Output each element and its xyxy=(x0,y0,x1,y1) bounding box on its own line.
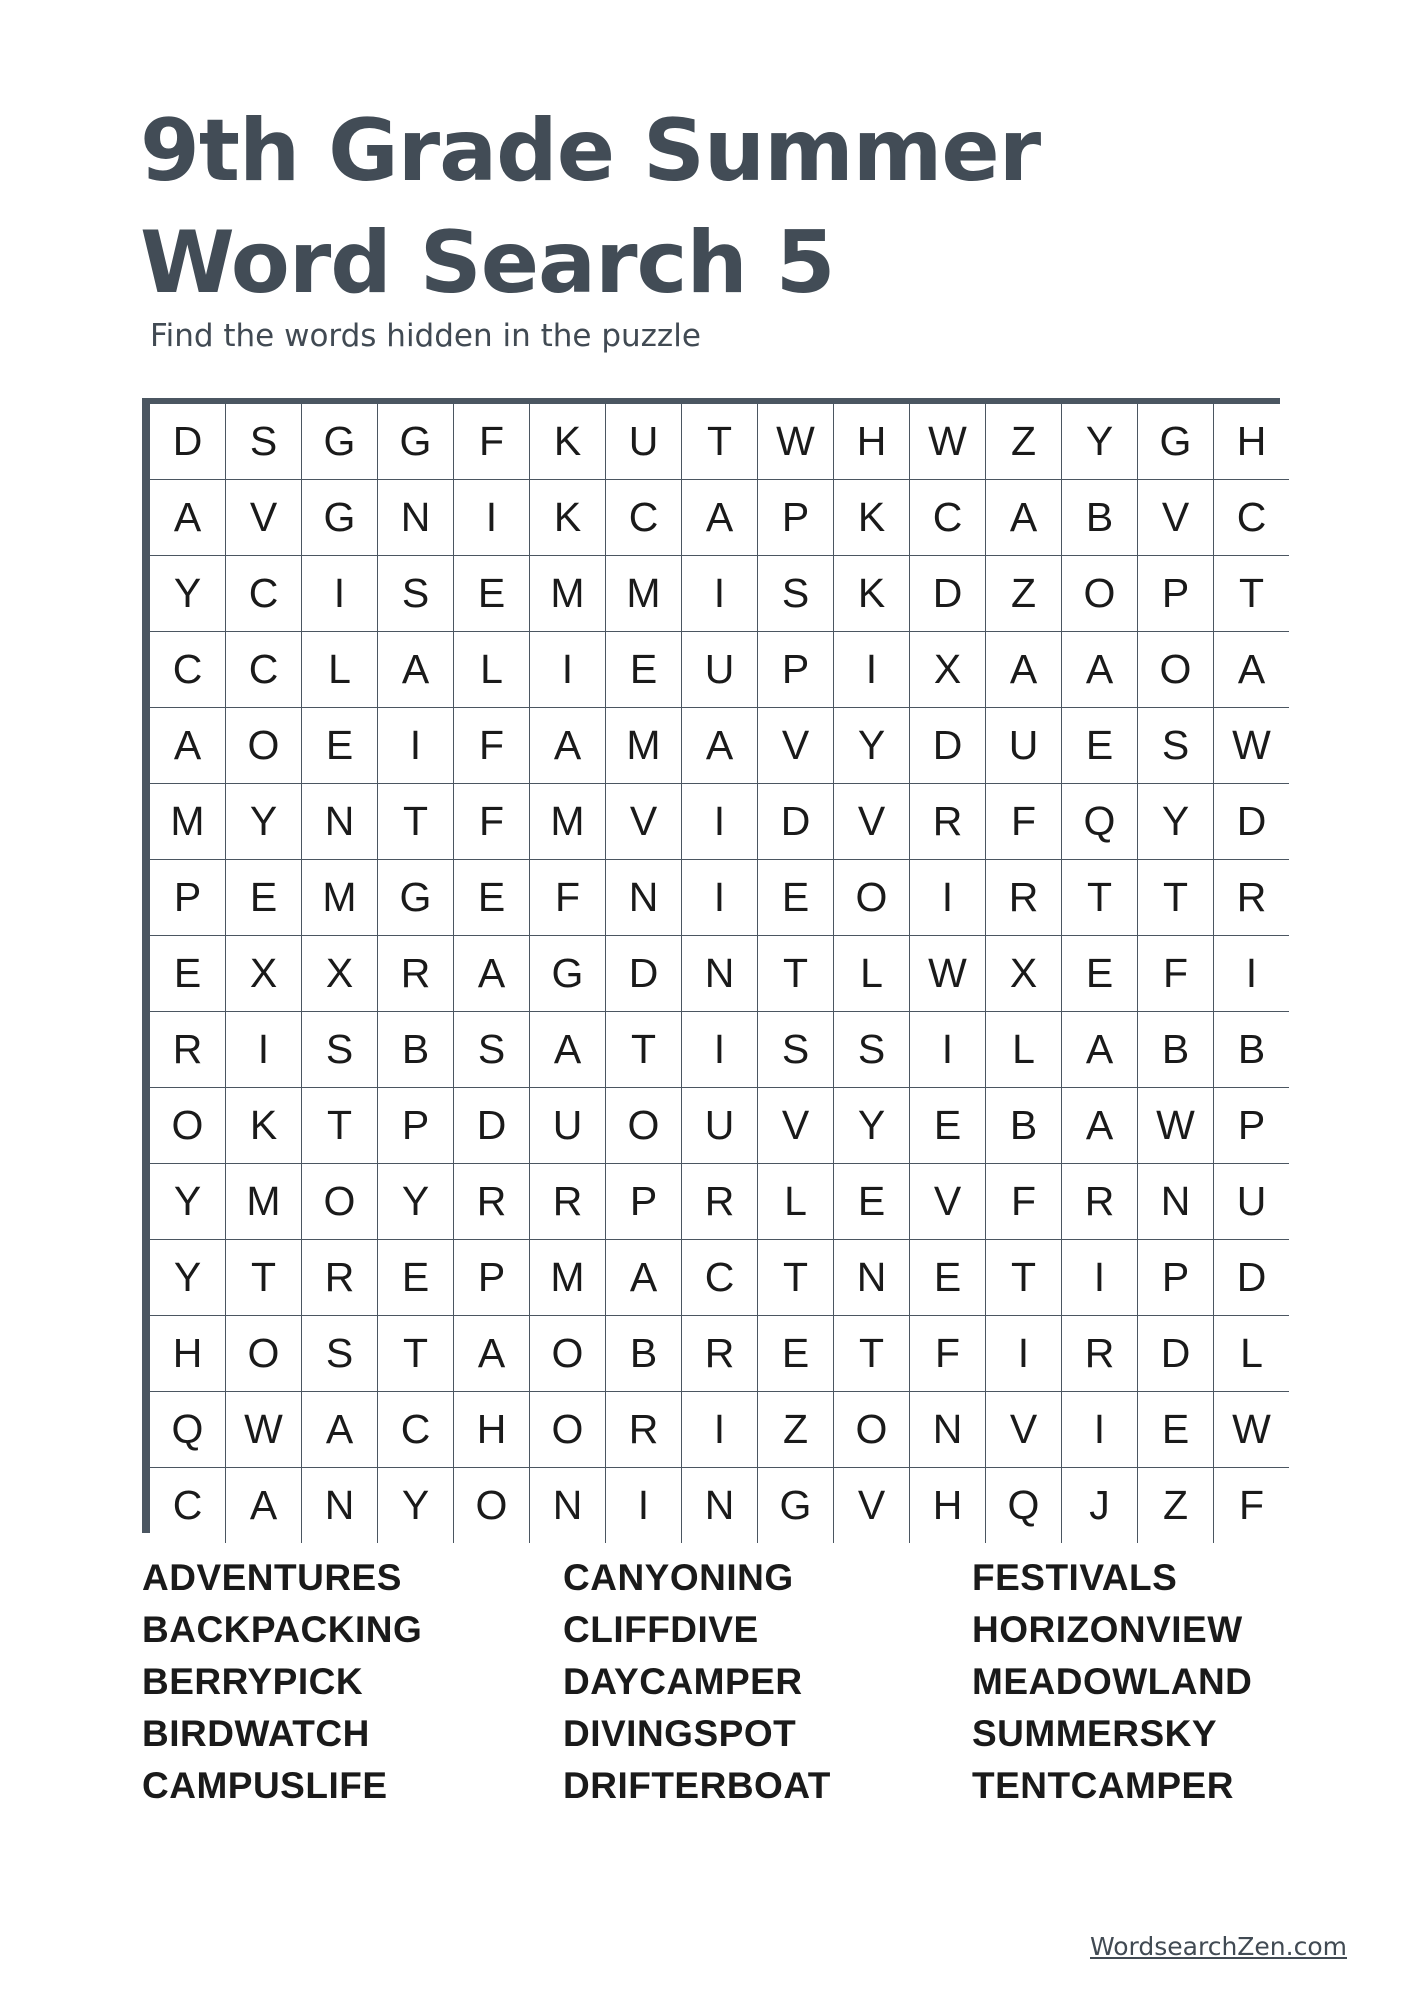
grid-cell: A xyxy=(1062,1088,1137,1163)
grid-cell: Z xyxy=(986,556,1061,631)
grid-cell: F xyxy=(454,404,529,479)
site-link[interactable]: WordsearchZen.com xyxy=(1090,1932,1347,1961)
grid-cell: Z xyxy=(758,1392,833,1467)
grid-cell: F xyxy=(530,860,605,935)
grid-cell: F xyxy=(1138,936,1213,1011)
grid-cell: V xyxy=(758,708,833,783)
grid-cell: E xyxy=(454,556,529,631)
grid-cell: T xyxy=(758,936,833,1011)
grid-cell: O xyxy=(834,860,909,935)
word-list-item: MEADOWLAND xyxy=(972,1661,1253,1702)
grid-cell: X xyxy=(302,936,377,1011)
grid-cell: E xyxy=(1062,708,1137,783)
grid-cell: S xyxy=(302,1012,377,1087)
grid-cell: R xyxy=(1062,1316,1137,1391)
grid-cell: M xyxy=(302,860,377,935)
grid-cell: A xyxy=(302,1392,377,1467)
grid-cell: W xyxy=(1214,1392,1289,1467)
grid-cell: B xyxy=(1062,480,1137,555)
grid-cell: C xyxy=(910,480,985,555)
grid-cell: A xyxy=(150,480,225,555)
grid-cell: M xyxy=(150,784,225,859)
letter-grid xyxy=(150,404,1289,1543)
grid-cell: R xyxy=(910,784,985,859)
grid-cell: O xyxy=(530,1316,605,1391)
grid-cell: B xyxy=(1214,1012,1289,1087)
grid-cell: L xyxy=(758,1164,833,1239)
grid-cell: H xyxy=(910,1468,985,1543)
grid-cell: M xyxy=(606,708,681,783)
grid-cell: R xyxy=(454,1164,529,1239)
grid-cell: U xyxy=(682,632,757,707)
grid-cell: C xyxy=(378,1392,453,1467)
grid-cell: K xyxy=(834,480,909,555)
grid-cell: A xyxy=(150,708,225,783)
grid-cell: Y xyxy=(1138,784,1213,859)
grid-cell: G xyxy=(1138,404,1213,479)
grid-cell: O xyxy=(1138,632,1213,707)
grid-cell: O xyxy=(302,1164,377,1239)
grid-cell: W xyxy=(758,404,833,479)
grid-cell: U xyxy=(606,404,681,479)
grid-cell: M xyxy=(226,1164,301,1239)
word-list-column-3 xyxy=(972,1552,1252,1812)
grid-cell: O xyxy=(454,1468,529,1543)
grid-cell: D xyxy=(758,784,833,859)
grid-cell: P xyxy=(606,1164,681,1239)
word-list-item: BIRDWATCH xyxy=(142,1713,370,1754)
grid-cell: O xyxy=(1062,556,1137,631)
grid-cell: I xyxy=(986,1316,1061,1391)
grid-cell: E xyxy=(454,860,529,935)
grid-cell: U xyxy=(682,1088,757,1163)
grid-cell: R xyxy=(530,1164,605,1239)
grid-cell: A xyxy=(1062,632,1137,707)
grid-cell: A xyxy=(1062,1012,1137,1087)
grid-cell: V xyxy=(834,784,909,859)
grid-cell: C xyxy=(150,1468,225,1543)
grid-cell: S xyxy=(226,404,301,479)
grid-cell: H xyxy=(834,404,909,479)
grid-cell: T xyxy=(226,1240,301,1315)
grid-cell: S xyxy=(454,1012,529,1087)
word-list-item: FESTIVALS xyxy=(972,1557,1178,1598)
grid-cell: A xyxy=(226,1468,301,1543)
grid-cell: L xyxy=(986,1012,1061,1087)
grid-cell: E xyxy=(910,1240,985,1315)
grid-cell: N xyxy=(378,480,453,555)
grid-cell: Y xyxy=(150,1240,225,1315)
grid-cell: P xyxy=(1138,556,1213,631)
grid-cell: X xyxy=(226,936,301,1011)
grid-cell: M xyxy=(530,556,605,631)
grid-cell: P xyxy=(1138,1240,1213,1315)
grid-cell: B xyxy=(986,1088,1061,1163)
grid-cell: F xyxy=(454,708,529,783)
grid-cell: L xyxy=(834,936,909,1011)
grid-cell: Y xyxy=(378,1164,453,1239)
title-line-2: Word Search 5 xyxy=(140,213,835,313)
grid-cell: D xyxy=(1214,784,1289,859)
grid-cell: T xyxy=(378,784,453,859)
grid-cell: M xyxy=(530,1240,605,1315)
word-list-item: CLIFFDIVE xyxy=(563,1609,759,1650)
grid-cell: I xyxy=(454,480,529,555)
grid-cell: V xyxy=(758,1088,833,1163)
grid-cell: I xyxy=(682,1392,757,1467)
grid-cell: H xyxy=(1214,404,1289,479)
grid-cell: D xyxy=(910,556,985,631)
grid-cell: P xyxy=(1214,1088,1289,1163)
grid-cell: H xyxy=(454,1392,529,1467)
grid-cell: D xyxy=(606,936,681,1011)
grid-cell: Z xyxy=(1138,1468,1213,1543)
grid-cell: O xyxy=(530,1392,605,1467)
grid-cell: G xyxy=(378,404,453,479)
grid-cell: P xyxy=(454,1240,529,1315)
grid-cell: T xyxy=(378,1316,453,1391)
grid-cell: J xyxy=(1062,1468,1137,1543)
grid-cell: Y xyxy=(150,556,225,631)
grid-cell: A xyxy=(606,1240,681,1315)
grid-cell: O xyxy=(226,1316,301,1391)
grid-cell: U xyxy=(986,708,1061,783)
grid-cell: S xyxy=(758,556,833,631)
grid-cell: C xyxy=(150,632,225,707)
grid-cell: Y xyxy=(1062,404,1137,479)
instructions: Find the words hidden in the puzzle xyxy=(150,318,701,354)
grid-cell: A xyxy=(682,708,757,783)
grid-cell: C xyxy=(682,1240,757,1315)
grid-cell: N xyxy=(530,1468,605,1543)
grid-cell: L xyxy=(1214,1316,1289,1391)
grid-cell: E xyxy=(302,708,377,783)
grid-cell: U xyxy=(530,1088,605,1163)
grid-cell: R xyxy=(682,1164,757,1239)
grid-cell: M xyxy=(530,784,605,859)
grid-cell: X xyxy=(910,632,985,707)
grid-cell: D xyxy=(1214,1240,1289,1315)
grid-cell: A xyxy=(986,632,1061,707)
grid-cell: R xyxy=(682,1316,757,1391)
grid-cell: E xyxy=(758,860,833,935)
grid-cell: P xyxy=(150,860,225,935)
grid-cell: X xyxy=(986,936,1061,1011)
grid-cell: F xyxy=(910,1316,985,1391)
grid-cell: T xyxy=(682,404,757,479)
grid-cell: G xyxy=(302,480,377,555)
grid-cell: Z xyxy=(986,404,1061,479)
word-list-item: HORIZONVIEW xyxy=(972,1609,1243,1650)
grid-cell: Y xyxy=(378,1468,453,1543)
grid-cell: A xyxy=(530,1012,605,1087)
grid-cell: C xyxy=(606,480,681,555)
grid-cell: N xyxy=(682,936,757,1011)
grid-cell: Y xyxy=(834,708,909,783)
grid-cell: C xyxy=(226,632,301,707)
grid-cell: V xyxy=(606,784,681,859)
grid-cell: W xyxy=(910,936,985,1011)
page-title xyxy=(140,95,1290,319)
grid-cell: I xyxy=(682,1012,757,1087)
grid-cell: P xyxy=(758,632,833,707)
grid-cell: N xyxy=(1138,1164,1213,1239)
grid-cell: C xyxy=(226,556,301,631)
grid-cell: R xyxy=(378,936,453,1011)
grid-cell: F xyxy=(1214,1468,1289,1543)
grid-cell: I xyxy=(226,1012,301,1087)
word-list-item: TENTCAMPER xyxy=(972,1765,1234,1806)
word-list-item: CANYONING xyxy=(563,1557,794,1598)
grid-cell: S xyxy=(1138,708,1213,783)
grid-cell: N xyxy=(682,1468,757,1543)
grid-cell: Q xyxy=(150,1392,225,1467)
grid-cell: N xyxy=(834,1240,909,1315)
grid-cell: A xyxy=(986,480,1061,555)
grid-cell: W xyxy=(1214,708,1289,783)
grid-cell: F xyxy=(986,784,1061,859)
grid-cell: A xyxy=(682,480,757,555)
grid-cell: I xyxy=(910,860,985,935)
grid-cell: A xyxy=(1214,632,1289,707)
grid-cell: G xyxy=(378,860,453,935)
grid-cell: T xyxy=(1214,556,1289,631)
grid-cell: I xyxy=(682,556,757,631)
grid-cell: K xyxy=(530,480,605,555)
grid-cell: T xyxy=(302,1088,377,1163)
grid-cell: I xyxy=(1062,1392,1137,1467)
grid-cell: Y xyxy=(150,1164,225,1239)
grid-cell: N xyxy=(910,1392,985,1467)
grid-cell: W xyxy=(910,404,985,479)
grid-cell: S xyxy=(378,556,453,631)
grid-cell: C xyxy=(1214,480,1289,555)
grid-cell: D xyxy=(910,708,985,783)
grid-cell: G xyxy=(302,404,377,479)
grid-cell: S xyxy=(302,1316,377,1391)
grid-cell: I xyxy=(1214,936,1289,1011)
puzzle-frame xyxy=(142,398,1280,1533)
grid-cell: I xyxy=(1062,1240,1137,1315)
grid-cell: R xyxy=(606,1392,681,1467)
grid-cell: N xyxy=(606,860,681,935)
grid-cell: W xyxy=(1138,1088,1213,1163)
grid-cell: K xyxy=(834,556,909,631)
grid-cell: P xyxy=(758,480,833,555)
grid-cell: G xyxy=(758,1468,833,1543)
title-line-1: 9th Grade Summer xyxy=(140,101,1041,201)
grid-cell: I xyxy=(378,708,453,783)
grid-cell: S xyxy=(834,1012,909,1087)
grid-cell: I xyxy=(910,1012,985,1087)
grid-cell: N xyxy=(302,784,377,859)
grid-cell: O xyxy=(226,708,301,783)
grid-cell: O xyxy=(834,1392,909,1467)
grid-cell: H xyxy=(150,1316,225,1391)
grid-cell: T xyxy=(606,1012,681,1087)
word-list-item: SUMMERSKY xyxy=(972,1713,1218,1754)
word-list-item: ADVENTURES xyxy=(142,1557,402,1598)
grid-cell: B xyxy=(606,1316,681,1391)
grid-cell: W xyxy=(226,1392,301,1467)
grid-cell: N xyxy=(302,1468,377,1543)
word-list-item: CAMPUSLIFE xyxy=(142,1765,388,1806)
grid-cell: T xyxy=(986,1240,1061,1315)
grid-cell: R xyxy=(1214,860,1289,935)
grid-cell: V xyxy=(226,480,301,555)
grid-cell: D xyxy=(1138,1316,1213,1391)
grid-cell: E xyxy=(910,1088,985,1163)
grid-cell: D xyxy=(454,1088,529,1163)
grid-cell: L xyxy=(302,632,377,707)
grid-cell: K xyxy=(226,1088,301,1163)
grid-cell: E xyxy=(1062,936,1137,1011)
word-list-item: DRIFTERBOAT xyxy=(563,1765,831,1806)
grid-cell: E xyxy=(1138,1392,1213,1467)
grid-cell: F xyxy=(454,784,529,859)
grid-cell: I xyxy=(682,784,757,859)
word-list-item: BERRYPICK xyxy=(142,1661,364,1702)
grid-cell: T xyxy=(1138,860,1213,935)
word-list-item: DIVINGSPOT xyxy=(563,1713,797,1754)
grid-cell: V xyxy=(1138,480,1213,555)
grid-cell: R xyxy=(302,1240,377,1315)
grid-cell: U xyxy=(1214,1164,1289,1239)
grid-cell: E xyxy=(834,1164,909,1239)
grid-cell: T xyxy=(758,1240,833,1315)
grid-cell: E xyxy=(606,632,681,707)
grid-cell: T xyxy=(1062,860,1137,935)
grid-cell: R xyxy=(986,860,1061,935)
grid-cell: B xyxy=(378,1012,453,1087)
grid-cell: L xyxy=(454,632,529,707)
grid-cell: T xyxy=(834,1316,909,1391)
word-list-item: BACKPACKING xyxy=(142,1609,423,1650)
word-list-item: DAYCAMPER xyxy=(563,1661,803,1702)
grid-cell: I xyxy=(682,860,757,935)
grid-cell: Y xyxy=(226,784,301,859)
grid-cell: B xyxy=(1138,1012,1213,1087)
grid-cell: A xyxy=(378,632,453,707)
grid-cell: A xyxy=(454,1316,529,1391)
grid-cell: M xyxy=(606,556,681,631)
grid-cell: E xyxy=(378,1240,453,1315)
grid-cell: R xyxy=(1062,1164,1137,1239)
grid-cell: V xyxy=(910,1164,985,1239)
grid-cell: Q xyxy=(1062,784,1137,859)
grid-cell: V xyxy=(986,1392,1061,1467)
grid-cell: O xyxy=(150,1088,225,1163)
word-list-column-1 xyxy=(142,1552,422,1812)
grid-cell: I xyxy=(530,632,605,707)
grid-cell: V xyxy=(834,1468,909,1543)
grid-cell: A xyxy=(530,708,605,783)
grid-cell: E xyxy=(226,860,301,935)
grid-cell: I xyxy=(606,1468,681,1543)
grid-cell: Y xyxy=(834,1088,909,1163)
grid-cell: Q xyxy=(986,1468,1061,1543)
grid-cell: O xyxy=(606,1088,681,1163)
grid-cell: I xyxy=(834,632,909,707)
grid-cell: R xyxy=(150,1012,225,1087)
grid-cell: I xyxy=(302,556,377,631)
grid-cell: E xyxy=(150,936,225,1011)
grid-cell: A xyxy=(454,936,529,1011)
word-list-column-2 xyxy=(563,1552,831,1812)
grid-cell: S xyxy=(758,1012,833,1087)
grid-cell: F xyxy=(986,1164,1061,1239)
grid-cell: P xyxy=(378,1088,453,1163)
grid-cell: E xyxy=(758,1316,833,1391)
grid-cell: K xyxy=(530,404,605,479)
grid-cell: D xyxy=(150,404,225,479)
grid-cell: G xyxy=(530,936,605,1011)
